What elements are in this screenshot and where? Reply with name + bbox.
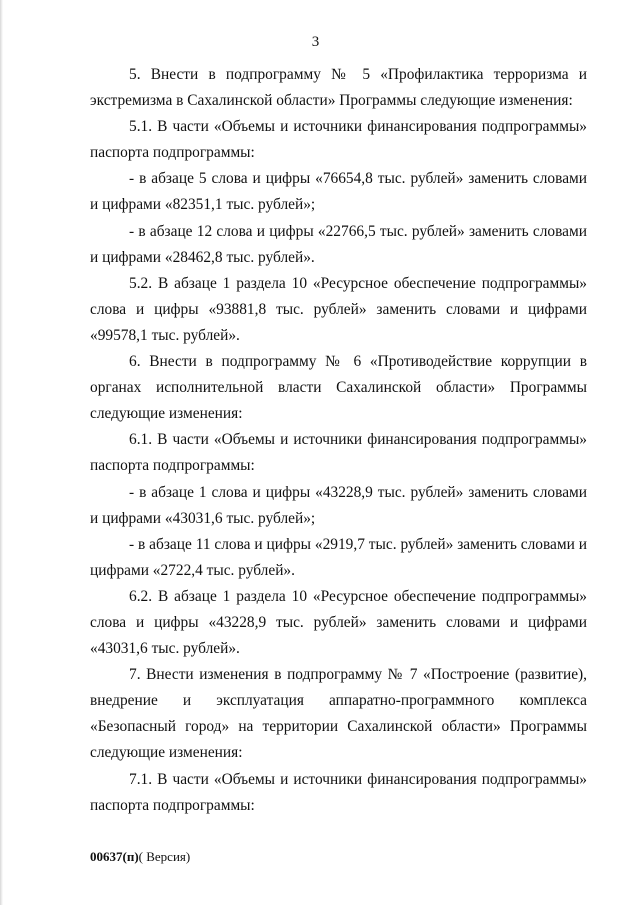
paragraph-item-5-1: 5.1. В части «Объемы и источники финансирования подпрограммы» паспорта подпрограммы:	[90, 118, 587, 162]
paragraph-item-7-1: 7.1. В части «Объемы и источники финансирования подпрограммы» паспорта подпрограммы:	[90, 770, 587, 814]
paragraph-list-dash: - в абзаце 12 слова и цифры «22766,5 тыс. рублей» заменить словами и цифрами «28462,8 тыс. рублей».	[90, 222, 587, 266]
paragraph-item-6-1: 6.1. В части «Объемы и источники финансирования подпрограммы» паспорта подпрограммы:	[90, 431, 587, 475]
paragraph-item-6-2: 6.2. В абзаце 1 раздела 10 «Ресурсное обеспечение подпрограммы» слова и цифры «43228,9 тыс. рублей» заменить словами и цифрами «43031,6 тыс. рублей».	[90, 587, 587, 658]
doc-code: 00637(п)	[90, 849, 139, 864]
paragraph-list-dash: - в абзаце 5 слова и цифры «76654,8 тыс. рублей» заменить словами и цифрами «82351,1 тыс. рублей»;	[90, 170, 587, 214]
paragraph-item-7: 7. Внести изменения в подпрограмму № 7 «Построение (развитие), внедрение и эксплуатация аппаратно-программного комплекса «Безопасный город» на территории Сахалинской области» Программы следующие изменения:	[90, 666, 587, 762]
paragraph-item-6: 6. Внести в подпрограмму № 6 «Противодействие коррупции в органах исполнительной власти Сахалинской области» Программы следующие изменения:	[90, 353, 587, 423]
version-label: ( Версия)	[138, 849, 191, 864]
paragraph-item-5: 5. Внести в подпрограмму № 5 «Профилактика терроризма и экстремизма в Сахалинской области» Программы следующие изменения:	[90, 66, 587, 110]
paragraph-item-5-2: 5.2. В абзаце 1 раздела 10 «Ресурсное обеспечение подпрограммы» слова и цифры «93881,8 тыс. рублей» заменить словами и цифрами «99578,1 тыс. рублей».	[90, 274, 587, 344]
paragraph-list-dash: - в абзаце 1 слова и цифры «43228,9 тыс. рублей» заменить словами и цифрами «43031,6 тыс. рублей»;	[90, 483, 587, 527]
scan-edge-shadow	[0, 0, 3, 905]
document-body	[90, 62, 587, 819]
footer-doc-code	[90, 849, 190, 865]
paragraph-list-dash: - в абзаце 11 слова и цифры «2919,7 тыс. рублей» заменить словами и цифрами «2722,4 тыс. рублей».	[90, 535, 587, 579]
page-number: 3	[311, 34, 320, 50]
